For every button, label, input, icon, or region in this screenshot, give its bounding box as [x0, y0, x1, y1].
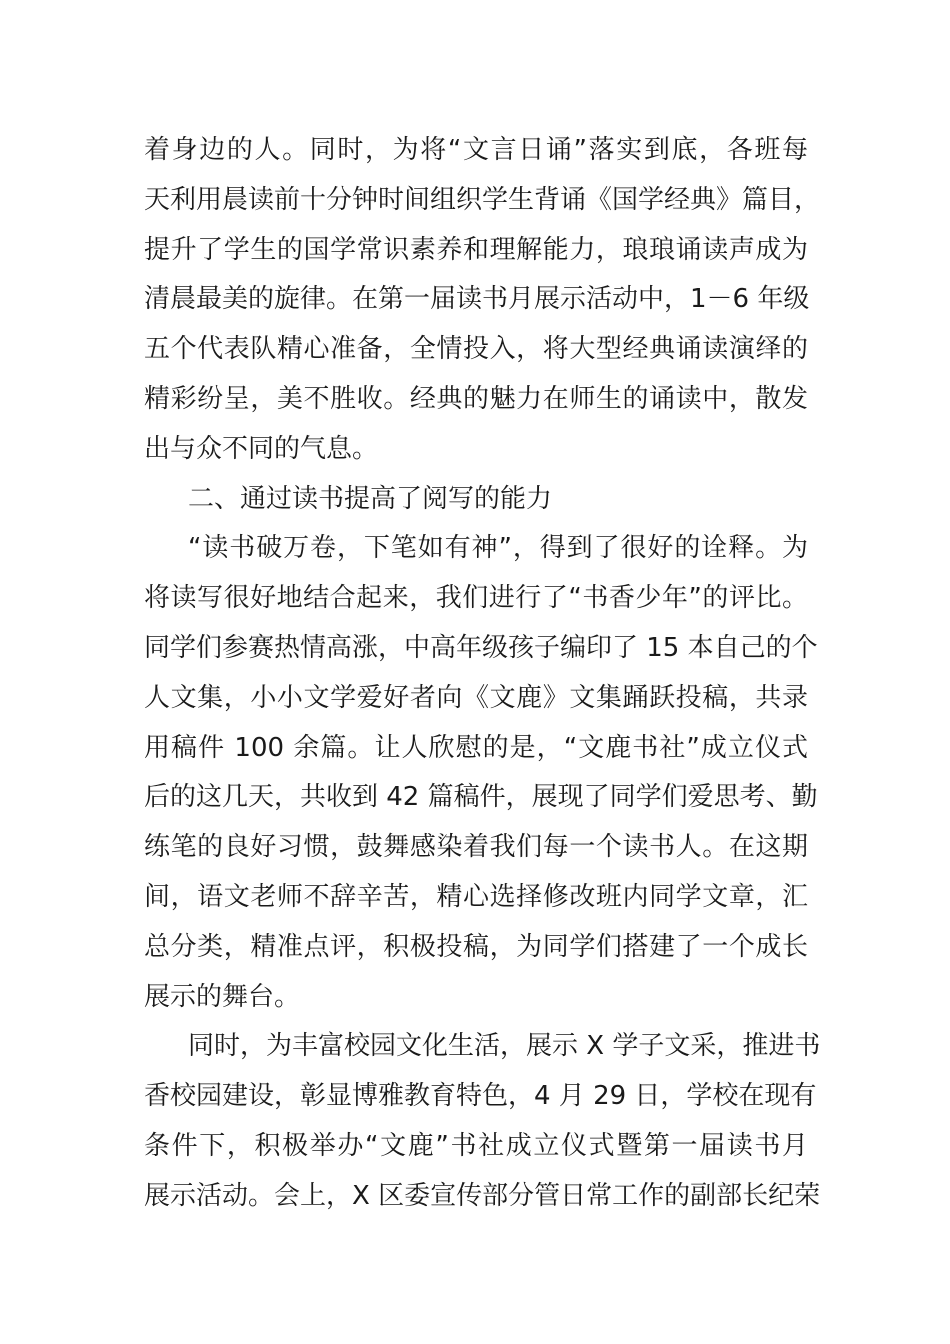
text-line: “读书破万卷，下笔如有神”，得到了很好的诠释。为	[188, 533, 808, 564]
text-line: 天利用晨读前十分钟时间组织学生背诵《国学经典》篇目，	[144, 184, 821, 215]
text-line: 香校园建设，彰显博雅教育特色，4 月 29 日，学校在现有	[144, 1081, 817, 1112]
document-body	[144, 126, 821, 1222]
text-line: 着身边的人。同时，为将“文言日诵”落实到底，各班每	[144, 135, 808, 165]
section-heading: 二、通过读书提高了阅写的能力	[188, 483, 553, 514]
text-line: 五个代表队精心准备，全情投入，将大型经典诵读演绎的	[144, 334, 808, 365]
text-line: 总分类，精准点评，积极投稿，为同学们搭建了一个成长	[144, 931, 808, 962]
text-line: 条件下，积极举办“文鹿”书社成立仪式暨第一届读书月	[144, 1130, 808, 1161]
text-line: 出与众不同的气息。	[144, 433, 379, 464]
text-line: 同学们参赛热情高涨，中高年级孩子编印了 15 本自己的个	[144, 632, 818, 663]
text-line: 精彩纷呈，美不胜收。经典的魅力在师生的诵读中，散发	[144, 383, 808, 414]
text-line: 提升了学生的国学常识素养和理解能力，琅琅诵读声成为	[144, 234, 808, 265]
text-line: 清晨最美的旋律。在第一届读书月展示活动中，1－6 年级	[144, 284, 810, 315]
text-line: 人文集，小小文学爱好者向《文鹿》文集踊跃投稿，共录	[144, 682, 808, 713]
text-line: 展示的舞台。	[144, 981, 301, 1012]
text-line: 展示活动。会上，X 区委宣传部分管日常工作的副部长纪荣	[144, 1180, 821, 1211]
text-line: 将读写很好地结合起来，我们进行了“书香少年”的评比。	[144, 583, 808, 614]
text-line: 后的这几天，共收到 42 篇稿件，展现了同学们爱思考、勤	[144, 782, 818, 813]
text-line: 间，语文老师不辞辛苦，精心选择修改班内同学文章，汇	[144, 881, 808, 912]
text-line: 同时，为丰富校园文化生活，展示 X 学子文采，推进书	[188, 1031, 821, 1062]
text-line: 练笔的良好习惯，鼓舞感染着我们每一个读书人。在这期	[144, 832, 808, 863]
text-line: 用稿件 100 余篇。让人欣慰的是，“文鹿书社”成立仪式	[144, 732, 808, 763]
